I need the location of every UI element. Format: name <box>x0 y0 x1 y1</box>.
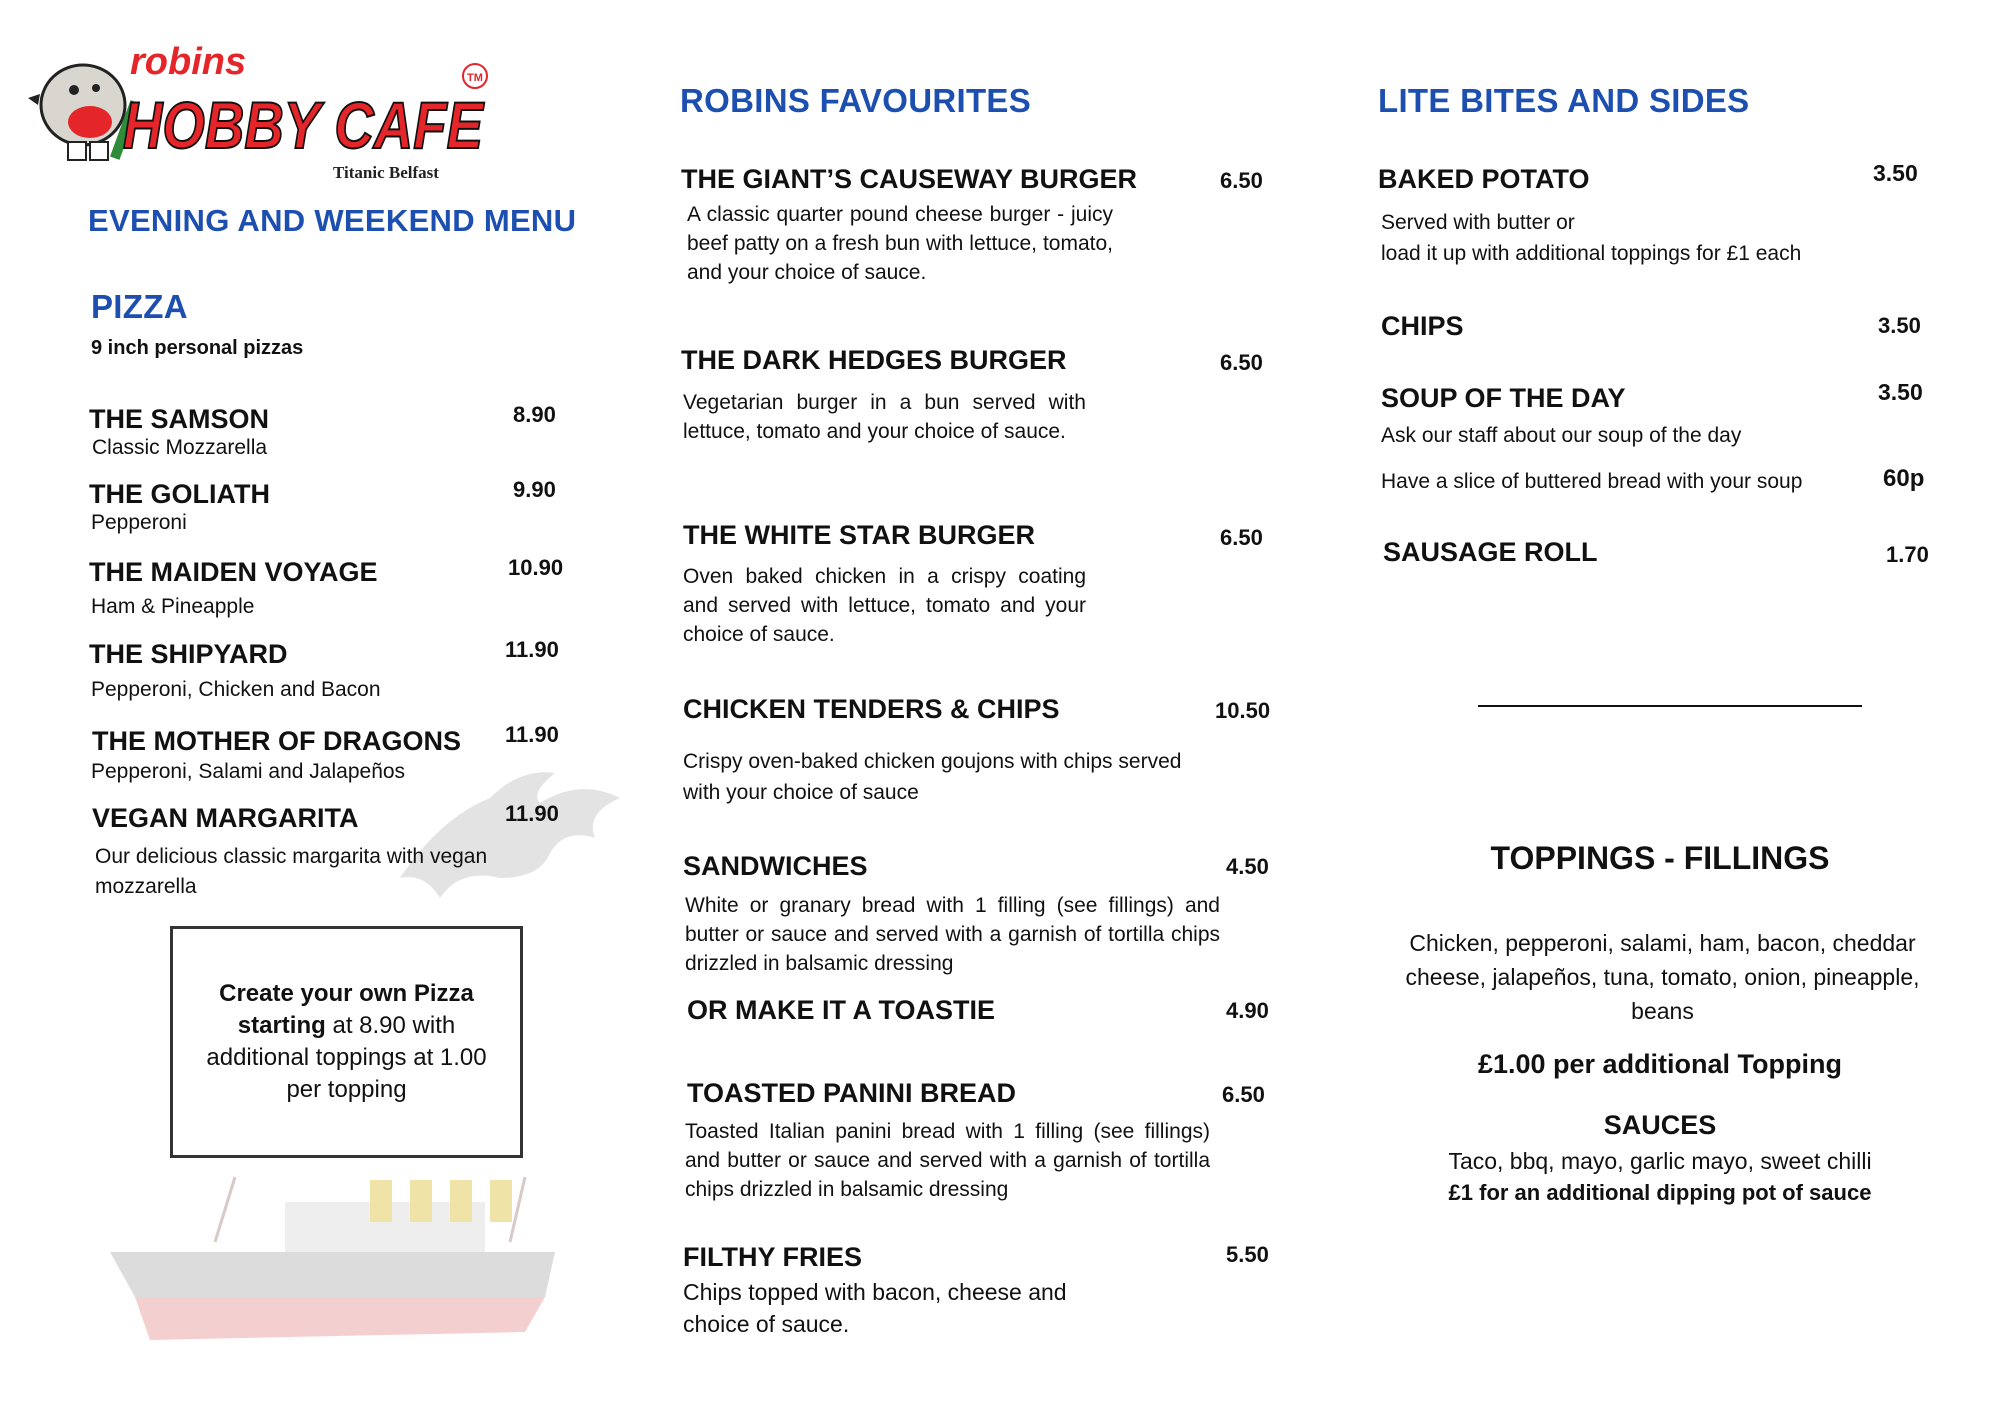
fav-item-name: SANDWICHES <box>683 851 868 881</box>
pizza-item-name: THE SAMSON <box>89 404 270 434</box>
pizza-item-desc: Pepperoni <box>91 511 187 534</box>
fav-item-price: 5.50 <box>1226 1242 1269 1267</box>
pizza-item-name: THE GOLIATH <box>89 479 270 509</box>
pizza-item-price: 11.90 <box>505 722 559 747</box>
lite-extra-desc: Have a slice of buttered bread with your soup <box>1381 470 1803 493</box>
pizza-subheading: 9 inch personal pizzas <box>91 337 304 359</box>
fav-item-price: 10.50 <box>1215 698 1271 723</box>
lite-heading: LITE BITES AND SIDES <box>1378 82 1750 119</box>
toppings-list: Chicken, pepperoni, salami, ham, bacon, cheddar cheese, jalapeños, tuna, tomato, onion, pineapple, beans <box>1405 930 1920 1024</box>
fav-item-price: 6.50 <box>1220 350 1263 375</box>
fav-item-name: OR MAKE IT A TOASTIE <box>687 995 996 1025</box>
fav-item-desc: Crispy oven-baked chicken goujons with chips served with your choice of sauce <box>683 750 1182 804</box>
pizza-heading: PIZZA <box>91 288 188 325</box>
favourites-heading: ROBINS FAVOURITES <box>680 82 1032 119</box>
create-your-own-box <box>170 926 523 1158</box>
menu-title: EVENING AND WEEKEND MENU <box>88 203 577 238</box>
fav-item-name: THE GIANT’S CAUSEWAY BURGER <box>681 164 1138 194</box>
create-rest-text: at 8.90 with additional toppings at 1.00 per topping <box>206 1012 487 1103</box>
lite-item-name: SAUSAGE ROLL <box>1383 537 1598 567</box>
fav-item-name: THE DARK HEDGES BURGER <box>681 345 1067 375</box>
fav-item-name: FILTHY FRIES <box>683 1242 863 1272</box>
fav-item-price: 4.90 <box>1226 998 1269 1023</box>
pizza-item-price: 10.90 <box>508 555 564 580</box>
toppings-heading: TOPPINGS - FILLINGS <box>1490 840 1830 876</box>
lite-item-desc: Ask our staff about our soup of the day <box>1381 424 1742 447</box>
pizza-item-desc: Ham & Pineapple <box>91 595 255 618</box>
sauces-list: Taco, bbq, mayo, garlic mayo, sweet chilli <box>1448 1148 1872 1174</box>
lite-extra-price: 60p <box>1883 465 1925 492</box>
pizza-item-price: 8.90 <box>513 402 556 427</box>
create-bold-text: Create your own Pizza starting <box>219 980 474 1039</box>
lite-item-price: 3.50 <box>1878 379 1923 405</box>
fav-item-name: THE WHITE STAR BURGER <box>683 520 1035 550</box>
pizza-item-name: THE SHIPYARD <box>89 639 288 669</box>
lite-item-price: 3.50 <box>1873 160 1918 186</box>
sauces-heading: SAUCES <box>1603 1110 1717 1140</box>
divider <box>1478 705 1862 707</box>
toppings-price-note: £1.00 per additional Topping <box>1477 1049 1843 1079</box>
fav-item-desc: Chips topped with bacon, cheese and choice of sauce. <box>683 1279 1067 1337</box>
fav-item-desc: White or granary bread with 1 filling (see fillings) and butter or sauce and served with a garnish of tortilla chips drizzled in balsamic dressing <box>685 894 1220 975</box>
pizza-item-name: THE MAIDEN VOYAGE <box>89 557 378 587</box>
lite-item-name: CHIPS <box>1381 311 1464 341</box>
fav-item-desc: Vegetarian burger in a bun served with lettuce, tomato and your choice of sauce. <box>683 391 1086 443</box>
fav-item-price: 6.50 <box>1222 1082 1265 1107</box>
logo-location: Titanic Belfast <box>333 163 439 182</box>
sauces-note: £1 for an additional dipping pot of sauce <box>1448 1180 1872 1205</box>
lite-item-desc: load it up with additional toppings for £1 each <box>1381 242 1802 265</box>
pizza-item-name: VEGAN MARGARITA <box>92 803 359 833</box>
fav-item-price: 4.50 <box>1226 854 1269 879</box>
lite-item-name: SOUP OF THE DAY <box>1381 383 1626 413</box>
lite-item-price: 3.50 <box>1878 313 1921 338</box>
pizza-item-price: 11.90 <box>505 801 559 826</box>
fav-item-price: 6.50 <box>1220 525 1263 550</box>
logo-name-main: HOBBY CAFE <box>123 88 485 162</box>
logo-tm: TM <box>467 72 483 84</box>
fav-item-desc: Toasted Italian panini bread with 1 filling (see fillings) and butter or sauce and served with a garnish of tortilla chips drizzled in balsamic dressing <box>685 1120 1210 1201</box>
cafe-logo <box>28 30 498 190</box>
pizza-item-price: 11.90 <box>505 637 559 662</box>
titanic-ship-icon <box>105 1172 575 1342</box>
lite-item-desc: Served with butter or <box>1381 211 1575 234</box>
fav-item-price: 6.50 <box>1220 168 1263 193</box>
pizza-item-desc: Pepperoni, Salami and Jalapeños <box>91 760 406 783</box>
logo-name-top: robins <box>130 41 247 83</box>
fav-item-name: CHICKEN TENDERS & CHIPS <box>683 694 1060 724</box>
pizza-item-name: THE MOTHER OF DRAGONS <box>92 726 461 756</box>
fav-item-desc: Oven baked chicken in a crispy coating and served with lettuce, tomato and your choice of sauce. <box>683 565 1086 646</box>
lite-item-price: 1.70 <box>1886 542 1929 567</box>
pizza-item-price: 9.90 <box>513 477 556 502</box>
fav-item-name: TOASTED PANINI BREAD <box>687 1078 1017 1108</box>
lite-item-name: BAKED POTATO <box>1378 164 1590 194</box>
fav-item-desc: A classic quarter pound cheese burger - juicy beef patty on a fresh bun with lettuce, tomato, and your choice of sauce. <box>687 203 1113 284</box>
pizza-item-desc: Classic Mozzarella <box>92 436 268 459</box>
pizza-item-desc: Pepperoni, Chicken and Bacon <box>91 678 381 701</box>
pizza-item-desc: Our delicious classic margarita with vegan mozzarella <box>95 845 488 898</box>
